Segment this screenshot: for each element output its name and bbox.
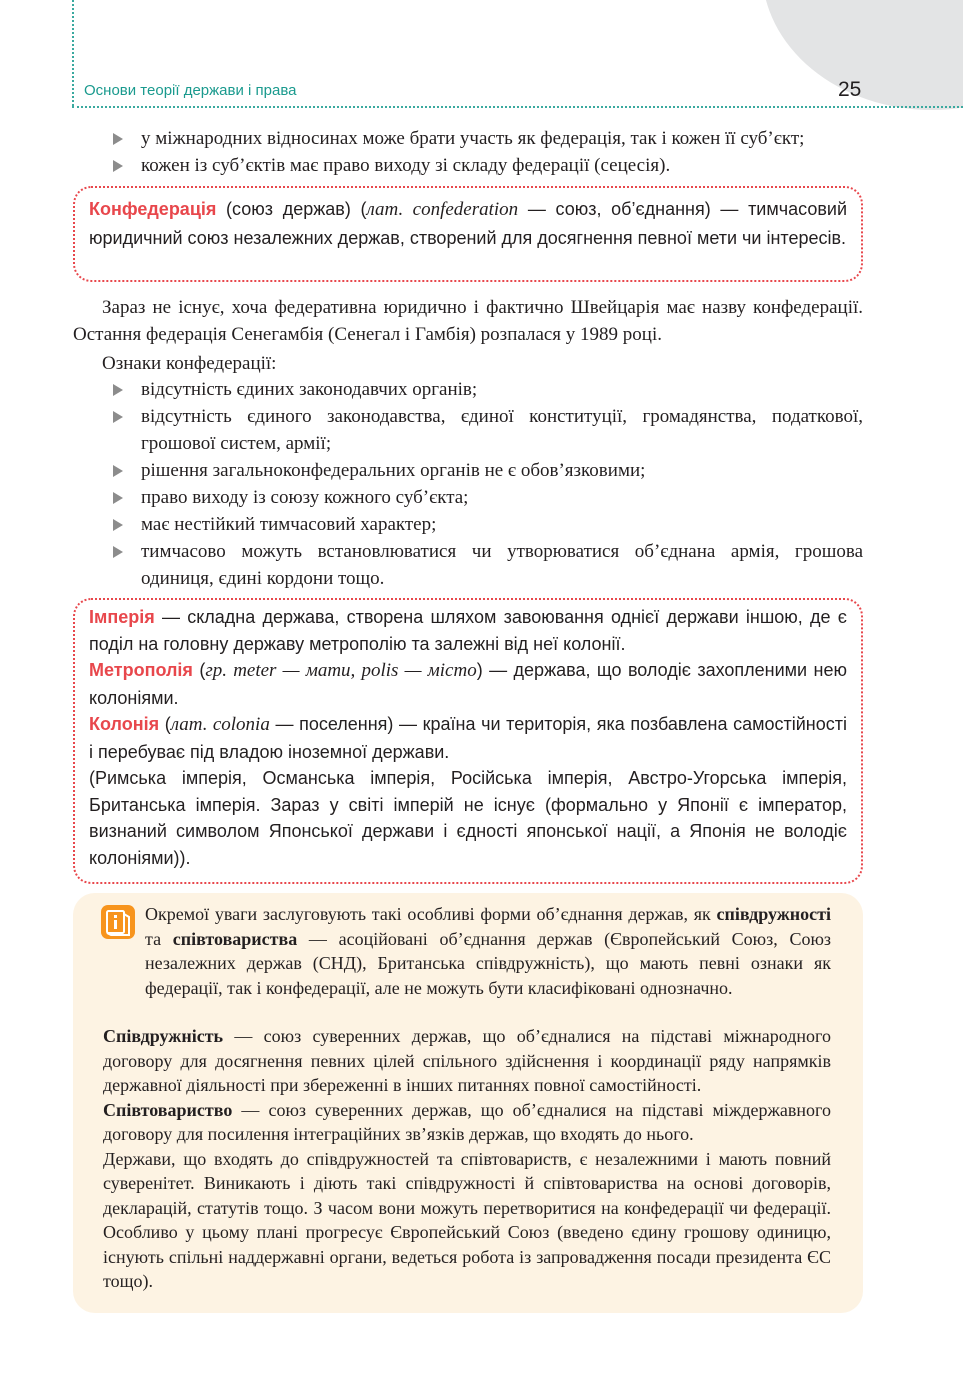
corner-decoration bbox=[762, 0, 963, 110]
latin-etymology: лат. colonia bbox=[170, 714, 270, 735]
term-confederation: Конфедерація bbox=[89, 199, 217, 219]
list-item: кожен із суб’єктів має право виходу зі складу федерації (сецесія). bbox=[113, 152, 863, 179]
term-colony: Колонія bbox=[89, 714, 160, 734]
term-community: Співтовариство bbox=[103, 1099, 233, 1120]
header-vertical-divider bbox=[72, 0, 74, 106]
info-intro: Окремої уваги заслуговують такі особливі форми об’єднання держав, як співдружності та співтовариства — асоційовані об’єднання держав (Європейський Союз, Союз незалежних держав (СНД), Британська співдружність), що мають певні ознаки як федерації, так і конфедерації, але не можуть бути класифіковані однозначно. bbox=[145, 904, 832, 998]
info-book-icon bbox=[101, 905, 135, 939]
signs-heading: Ознаки конфедерації: bbox=[102, 353, 277, 374]
confederation-definition-box bbox=[73, 186, 863, 282]
list-item: відсутність єдиних законодавчих органів; bbox=[113, 376, 863, 403]
empire-examples: (Римська імперія, Османська імперія, Російська імперія, Австро-Угорська імперія, Британська імперія. Зараз у світі імперій не існує (формально у Японії є імператор, визнаний символом Японської держави і єдності японської нації, а Японія не володіє колоніями)). bbox=[89, 768, 847, 868]
info-body bbox=[103, 1024, 831, 1294]
colony-definition: Колонія (лат. colonia — поселення) — країна чи територія, яка позбавлена самостійності і перебуває під владою іноземної держави. bbox=[89, 714, 847, 762]
commonwealth-definition: Співдружність — союз суверенних держав, що об’єдналися на підставі міжнародного договору для досягнення певних цілей спільного здійснення і координації ряду напрямків державної діяльності при збереженні в інших питаннях повної самостійності. bbox=[103, 1026, 831, 1095]
latin-etymology: лат. confederation bbox=[366, 199, 519, 220]
federation-bullet-list bbox=[113, 125, 863, 179]
empire-definition: Імперія — складна держава, створена шляхом завоювання однієї держави іншою, де є поділ на головну державу метрополію та залежні від неї колонії. bbox=[89, 607, 847, 654]
list-item: тимчасово можуть встановлюватися чи утворюватися об’єднана армія, грошова одиниця, єдині кордони тощо. bbox=[113, 538, 863, 592]
metropolis-definition: Метрополія (гр. meter — мати, polis — місто) — держава, що володіє захопленими нею колоніями. bbox=[89, 660, 847, 708]
term-metropolis: Метрополія bbox=[89, 660, 193, 680]
community-definition: Співтовариство — союз суверенних держав, що об’єдналися на підставі міждержавного договору для посилення інтеграційних зв’язків держав, що входять до нього. bbox=[103, 1099, 831, 1144]
list-item: має нестійкий тимчасовий характер; bbox=[113, 511, 863, 538]
page-number: 25 bbox=[838, 78, 862, 101]
list-item: право виходу із союзу кожного суб’єкта; bbox=[113, 484, 863, 511]
confederation-definition: Конфедерація (союз держав) (лат. confederation — союз, об’єднання) — тимчасовий юридичний союз незалежних держав, створений для досягнення певної мети чи інтересів. bbox=[89, 199, 848, 248]
term-empire: Імперія bbox=[89, 607, 155, 627]
running-header-title: Основи теорії держави і права bbox=[84, 82, 297, 99]
term-communities: співтовариства bbox=[172, 928, 298, 949]
empire-definition-box bbox=[73, 598, 863, 884]
list-item: відсутність єдиного законодавства, єдиної конституції, громадянства, податкової, грошової систем, армії; bbox=[113, 403, 863, 457]
info-final-paragraph: Держави, що входять до співдружностей та співтовариств, є незалежними і мають повний суверенітет. Виникають і діють такі співдружності й співтовариства на основі договорів, декларацій, статутів тощо. З часом вони можуть перетворитися на конфедерації чи федерації. Особливо у цьому плані прогресує Європейський Союз (введено єдину грошову одиницю, існують спільні наддержавні органи, ведеться робота із запровадження посади президента ЄС тощо). bbox=[103, 1148, 831, 1291]
term-commonwealth: Співдружність bbox=[103, 1026, 224, 1046]
list-item: у міжнародних відносинах може брати участь як федерація, так і кожен її суб’єкт; bbox=[113, 125, 863, 152]
confederation-signs-list bbox=[113, 376, 863, 592]
term-commonwealths: співдружності bbox=[716, 904, 831, 924]
list-item: рішення загальноконфедеральних органів не є обов’язковими; bbox=[113, 457, 863, 484]
header-horizontal-divider bbox=[72, 106, 963, 108]
confederation-paragraph: Зараз не існує, хоча федеративна юридично і фактично Швейцарія має назву конфедерації. Остання федерація Сенегамбія (Сенегал і Гамбія) розпалася у 1989 році. bbox=[73, 297, 863, 345]
greek-etymology: гр. meter — мати, polis — місто bbox=[205, 660, 477, 681]
